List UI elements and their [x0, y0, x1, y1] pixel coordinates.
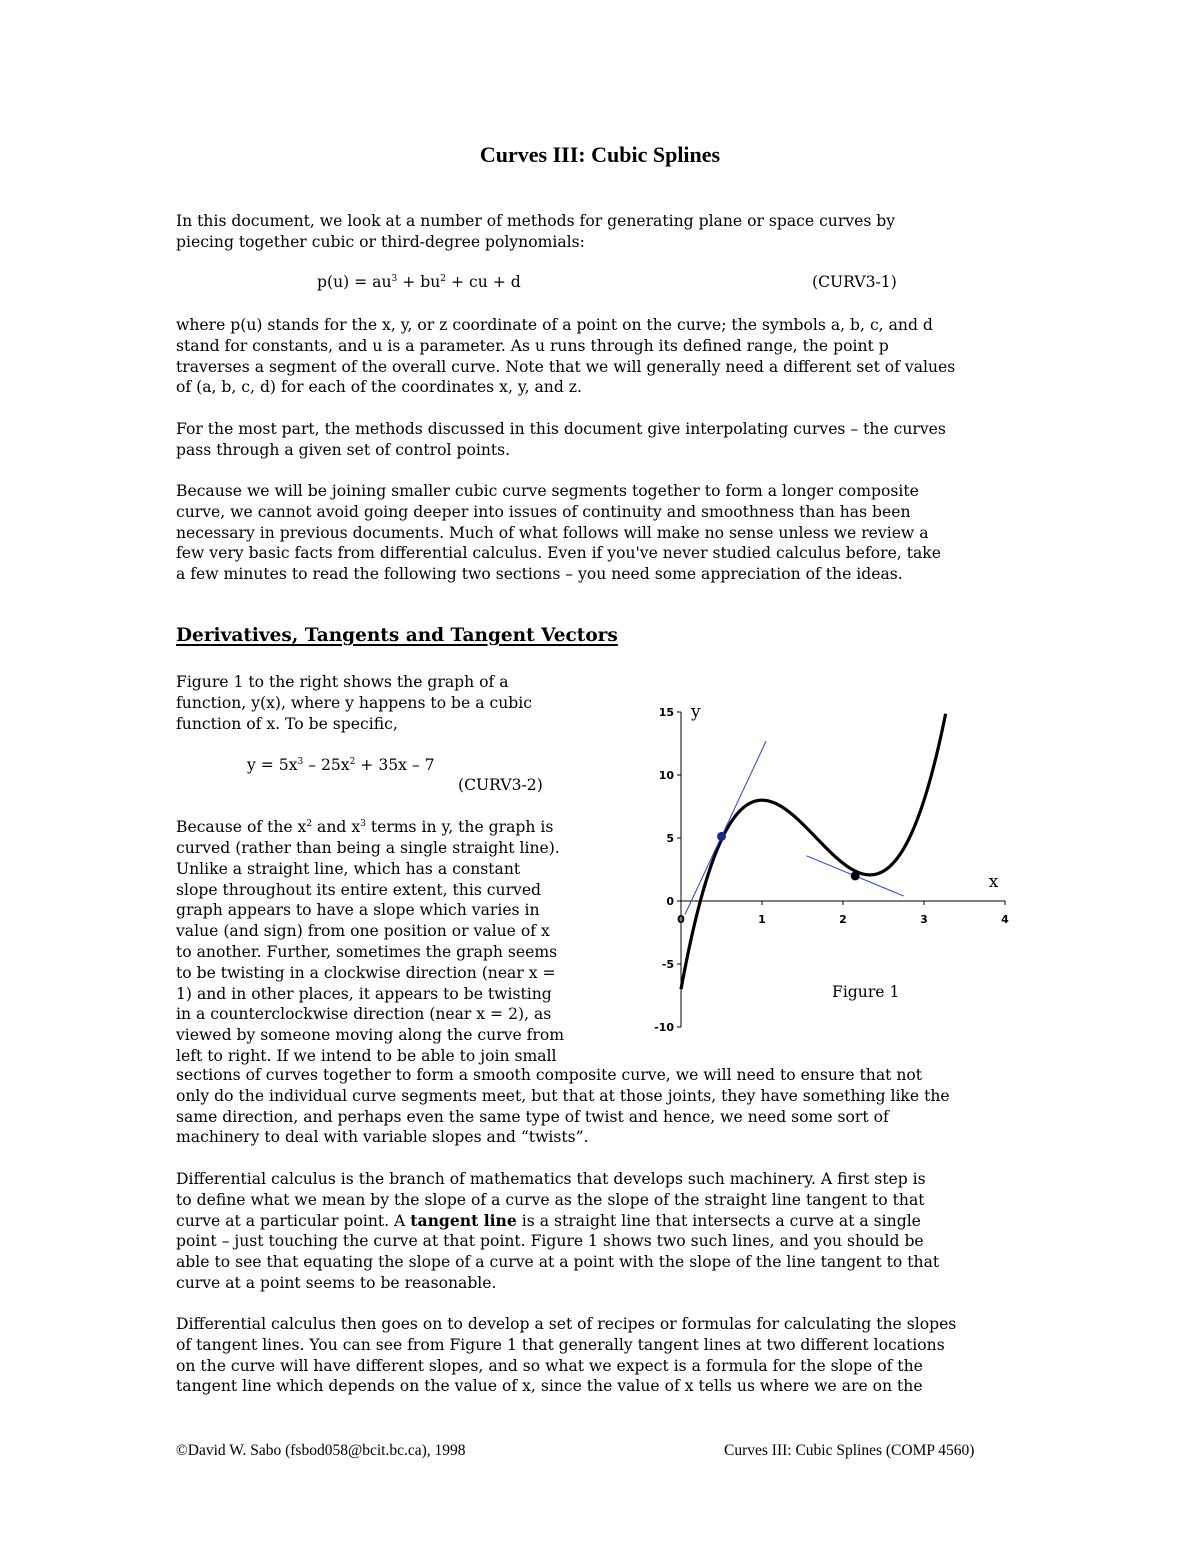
x-tick-label: 2: [839, 913, 847, 926]
equation-number-2: (CURV3-2): [458, 776, 543, 794]
figure-caption: Figure 1: [832, 983, 900, 1001]
paragraph-most-part: For the most part, the methods discussed in this document give interpolating curves – the curves pass through a given set of control points.: [176, 420, 946, 459]
page-title: Curves III: Cubic Splines: [479, 142, 721, 167]
paragraph-sections: sections of curves together to form a smooth composite curve, we will need to ensure that not only do the individual curve segments meet, but that at those joints, they have something like the same direction, and perhaps even the same type of twist and hence, we need some sort of machinery to deal with variable slopes and “twists”.: [176, 1066, 950, 1147]
y-tick-label: -5: [661, 958, 674, 971]
paragraph-curved: curved (rather than being a single straight line). Unlike a straight line, which has a constant slope throughout its entire extent, this curved graph appears to have a slope which varies in value (and sign) from one position or value of x to another. Further, sometimes the graph seems to be twisting in a clockwise direction (near x = 1) and in other places, it appears to be twisting in a counterclockwise direction (near x = 2), as viewed by someone moving along the curve from left to right. If we intend to be able to join small: [176, 839, 565, 1065]
equation-number-1: (CURV3-1): [812, 273, 897, 291]
tangent-point-1: [717, 832, 726, 841]
figure-1-chart: [630, 690, 1030, 1040]
x-tick-label: 4: [1001, 913, 1009, 926]
x-tick-label: 0: [677, 913, 685, 926]
paragraph-because: Because we will be joining smaller cubic curve segments together to form a longer composite curve, we cannot avoid going deeper into issues of continuity and smoothness than has been necessary in previous documents. Much of what follows will make no sense unless we review a few very basic facts from differential calculus. Even if you've never studied calculus before, take a few minutes to read the following two sections – you need some appreciation of the ideas.: [176, 482, 941, 584]
section-heading: Derivatives, Tangents and Tangent Vectors: [176, 625, 618, 646]
equation-curv3-2: $y = 5x^3 - 25x^2 + 35x - 7$: [247, 756, 435, 774]
x-tick-label: 3: [920, 913, 928, 926]
paragraph-because-terms: Because of the $x^2$ and $x^3$ terms in y, the graph is: [176, 818, 554, 836]
paragraph-differential: Differential calculus is the branch of mathematics that develops such machinery. A first step is to define what we mean by the slope of a curve as the slope of the straight line tangent to that curve at a particular point. A tangent line is a straight line that intersects a curve at a single point – just touching the curve at that point. Figure 1 shows two such lines, and you should be able to see that equating the slope of a curve at a point with the slope of the line tangent to that curve at a point seems to be reasonable.: [176, 1170, 940, 1292]
y-tick-label: 15: [658, 706, 674, 719]
footer-author: ©David W. Sabo (fsbod058@bcit.bc.ca), 1998: [176, 1442, 466, 1459]
y-axis-label: y: [691, 702, 701, 722]
paragraph-where: where p(u) stands for the x, y, or z coordinate of a point on the curve; the symbols a, b, c, and d stand for constants, and u is a parameter. As u runs through its defined range, the point p traverses a segment of the overall curve. Note that we will generally need a different set of values of (a, b, c, d) for each of the coordinates x, y, and z.: [176, 316, 956, 397]
y-tick-label: -10: [654, 1021, 674, 1034]
equation-curv3-1: $p(u) = au^3 + bu^2$ + cu + d: [317, 273, 521, 291]
tangent-line-1: [685, 741, 766, 914]
footer-course: Curves III: Cubic Splines (COMP 4560): [724, 1442, 975, 1459]
intro-paragraph: In this document, we look at a number of methods for generating plane or space curves by piecing together cubic or third-degree polynomials:: [176, 212, 896, 251]
x-axis-label: x: [988, 872, 999, 892]
paragraph-recipes: Differential calculus then goes on to develop a set of recipes or formulas for calculating the slopes of tangent lines. You can see from Figure 1 that generally tangent lines at two different locations on the curve will have different slopes, and so what we expect is a formula for the slope of the tangent line which depends on the value of x, since the value of x tells us where we are on the: [176, 1315, 957, 1396]
x-tick-label: 1: [758, 913, 766, 926]
tangent-point-2: [851, 871, 860, 880]
tangent-line-term: tangent line: [410, 1210, 517, 1230]
curve-y-of-x: [681, 714, 946, 989]
y-tick-label: 10: [658, 769, 674, 782]
y-tick-label: 0: [666, 895, 674, 908]
y-tick-label: 5: [666, 832, 674, 845]
paragraph-figure-intro: Figure 1 to the right shows the graph of a function, y(x), where y happens to be a cubic function of x. To be specific,: [176, 673, 532, 733]
